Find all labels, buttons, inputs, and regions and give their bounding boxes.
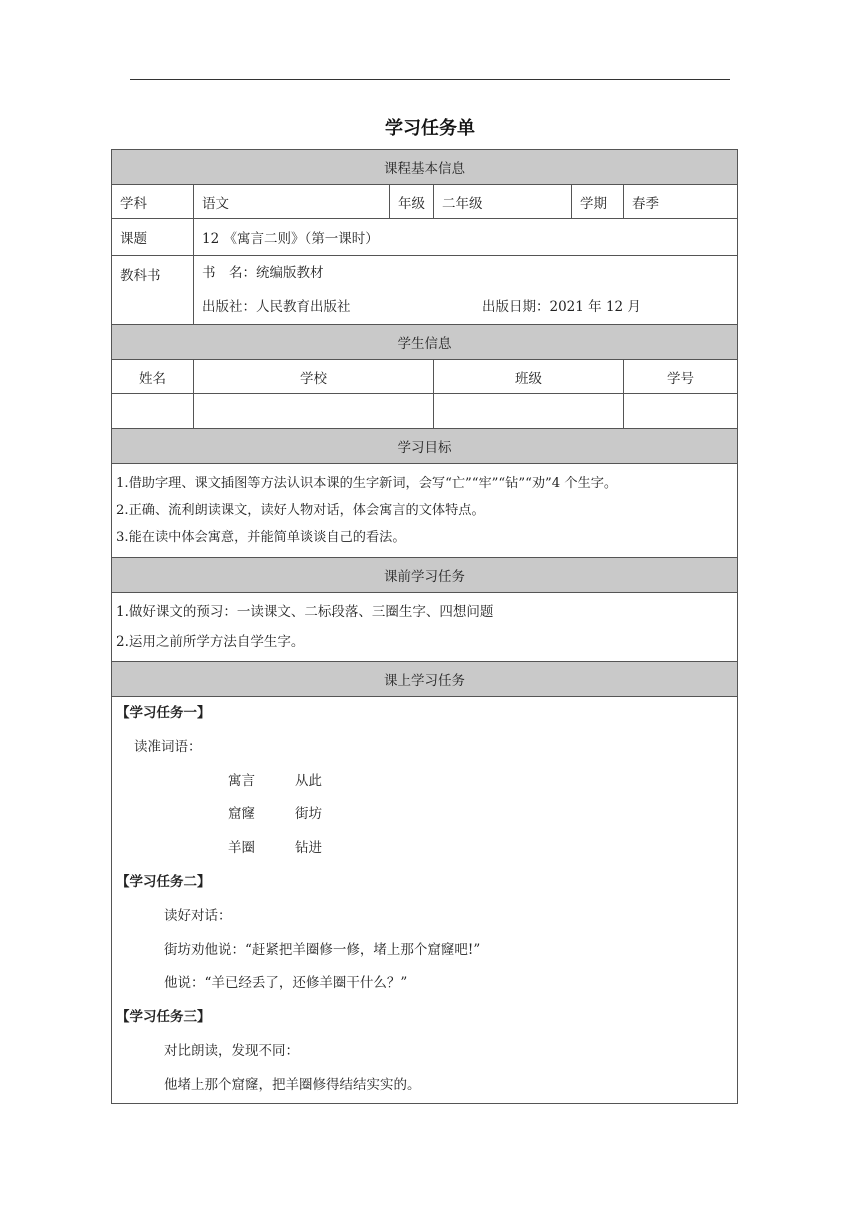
lesson-label: 课题 (112, 219, 194, 256)
class-field[interactable] (434, 394, 624, 429)
subject-value: 语文 (194, 185, 390, 219)
name-field[interactable] (112, 394, 194, 429)
list-item: 3.能在读中体会寓意，并能简单谈谈自己的看法。 (116, 530, 406, 545)
list-item: 1.借助字理、课文插图等方法认识本课的生字新词，会写“亡”“牢”“钻”“劝”4 个生字。 (116, 476, 618, 491)
table-row (112, 593, 738, 662)
table-row (112, 219, 738, 256)
term-value: 春季 (624, 185, 738, 219)
table-row (112, 697, 738, 1104)
lesson-value: 12 《寓言二则》（第一课时） (194, 219, 738, 256)
term-label: 学期 (572, 185, 624, 219)
table-row (112, 360, 738, 394)
word-row (112, 832, 737, 866)
word-row (112, 798, 737, 832)
pre-class-list (112, 593, 738, 662)
textbook-label: 教科书 (112, 256, 194, 325)
goals-list (112, 464, 738, 558)
book-name: 书 名：统编版教材 (202, 265, 324, 281)
in-class-tasks (112, 697, 738, 1104)
dialogue-line: 他说：“羊已经丢了，还修羊圈干什么？” (164, 975, 408, 992)
publisher: 出版社：人民教育出版社 (202, 299, 351, 315)
task2-prompt: 读好对话： (164, 907, 232, 924)
page-title: 学习任务单 (385, 118, 475, 139)
task2-title: 【学习任务二】 (116, 873, 211, 890)
task3-prompt: 对比朗读，发现不同： (164, 1042, 299, 1059)
grade-value: 二年级 (434, 185, 572, 219)
name-label: 姓名 (112, 360, 194, 394)
publish-date: 出版日期：2021 年 12 月 (482, 299, 641, 315)
section-header-pre-class: 课前学习任务 (112, 558, 738, 593)
list-item: 1.做好课文的预习：一读课文、二标段落、三圈生字、四想问题 (116, 604, 494, 620)
publication-line (202, 290, 729, 324)
task1-title: 【学习任务一】 (116, 705, 211, 721)
subject-label: 学科 (112, 185, 194, 219)
section-header-in-class: 课上学习任务 (112, 662, 738, 697)
task-sheet-table (111, 149, 738, 1104)
grade-label: 年级 (390, 185, 434, 219)
vocab-word: 羊圈 (228, 840, 255, 857)
student-id-label: 学号 (624, 360, 738, 394)
vocab-word: 从此 (295, 772, 322, 789)
table-row (112, 394, 738, 429)
header-rule (130, 79, 730, 80)
textbook-details (194, 256, 738, 325)
vocab-word: 街坊 (295, 806, 322, 823)
section-header-goals: 学习目标 (112, 429, 738, 464)
dialogue-line: 街坊劝他说：“赶紧把羊圈修一修，堵上那个窟窿吧!” (164, 941, 481, 958)
table-row (112, 464, 738, 558)
section-header-course-info: 课程基本信息 (112, 150, 738, 185)
section-header-student-info: 学生信息 (112, 325, 738, 360)
vocab-word: 窟窿 (228, 806, 255, 823)
school-field[interactable] (194, 394, 434, 429)
task3-title: 【学习任务三】 (116, 1009, 211, 1026)
list-item: 2.运用之前所学方法自学生字。 (116, 634, 305, 650)
student-id-field[interactable] (624, 394, 738, 429)
school-label: 学校 (194, 360, 434, 394)
class-label: 班级 (434, 360, 624, 394)
table-row (112, 256, 738, 325)
vocab-word: 寓言 (228, 772, 255, 789)
vocab-word: 钻进 (295, 840, 322, 857)
list-item: 2.正确、流利朗读课文，读好人物对话，体会寓言的文体特点。 (116, 503, 485, 518)
table-row (112, 185, 738, 219)
task1-prompt: 读准词语： (134, 738, 202, 755)
word-row (112, 765, 737, 799)
comparison-sentence: 他堵上那个窟窿，把羊圈修得结结实实的。 (164, 1076, 421, 1093)
